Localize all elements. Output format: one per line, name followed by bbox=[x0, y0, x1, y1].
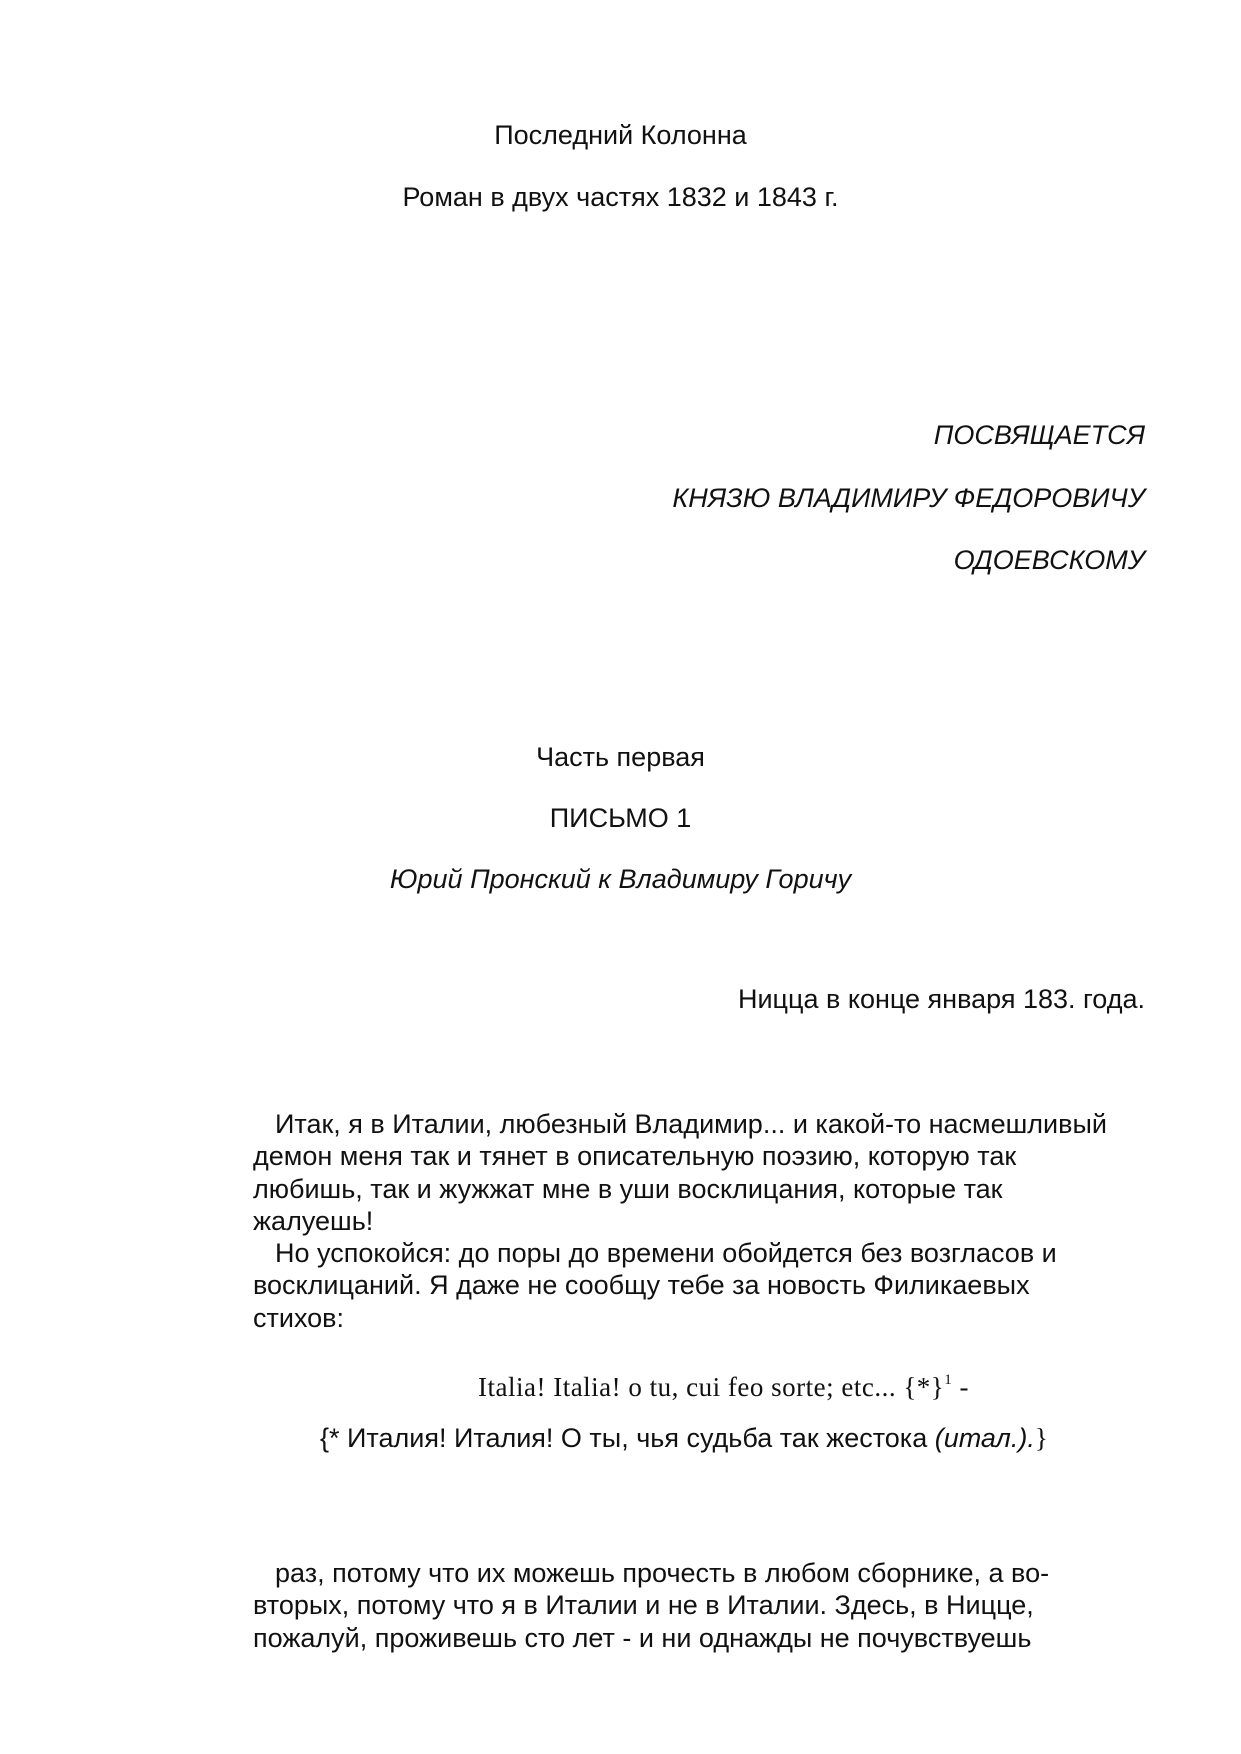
paragraph-2-text: Но успокойся: до поры до времени обойдется без возгласов и восклицаний. Я даже не сообщу тебе за новость Филикаевых стихов: bbox=[253, 1237, 1057, 1333]
dedication-line-1: ПОСВЯЩАЕТСЯ bbox=[933, 420, 1145, 450]
verse-text: Italia! Italia! o tu, cui feo sorte; etc... {*} bbox=[478, 1372, 945, 1402]
footnote-marker: 1 bbox=[944, 1372, 953, 1388]
footnote-italic: (итал.). bbox=[934, 1423, 1035, 1453]
paragraph-1-text: Итак, я в Италии, любезный Владимир... и какой-то насмешливый демон меня так и тянет в описательную поэзию, которую так любишь, так и жужжат мне в уши восклицания, которые так жалуешь! bbox=[253, 1108, 1107, 1236]
paragraph-3-text: раз, потому что их можешь прочесть в любом сборнике, а во- вторых, потому что я в Италии и не в Италии. Здесь, в Ницце, пожалуй, проживешь сто лет - и ни однажды не почувствуешь bbox=[253, 1557, 1050, 1653]
paragraph-3 bbox=[253, 1524, 1153, 1687]
book-subtitle: Роман в двух частях 1832 и 1843 г. bbox=[402, 182, 839, 212]
footnote bbox=[320, 1423, 1048, 1454]
footnote-text: {* Италия! Италия! О ты, чья судьба так жестока bbox=[320, 1423, 935, 1453]
part-heading: Часть первая bbox=[536, 742, 705, 772]
verse-tail: - bbox=[952, 1372, 969, 1402]
letter-heading: ПИСЬМО 1 bbox=[549, 803, 692, 833]
footnote-close: } bbox=[1034, 1423, 1048, 1453]
letter-place-date: Ницца в конце января 183. года. bbox=[737, 984, 1145, 1014]
book-title: Последний Колонна bbox=[494, 120, 747, 150]
paragraph-2 bbox=[253, 1204, 1153, 1367]
dedication-line-2: КНЯЗЮ ВЛАДИМИРУ ФЕДОРОВИЧУ bbox=[672, 483, 1145, 513]
letter-address: Юрий Пронский к Владимиру Горичу bbox=[389, 864, 852, 894]
dedication-line-3: ОДОЕВСКОМУ bbox=[953, 545, 1145, 575]
verse-quote bbox=[0, 1372, 1241, 1403]
